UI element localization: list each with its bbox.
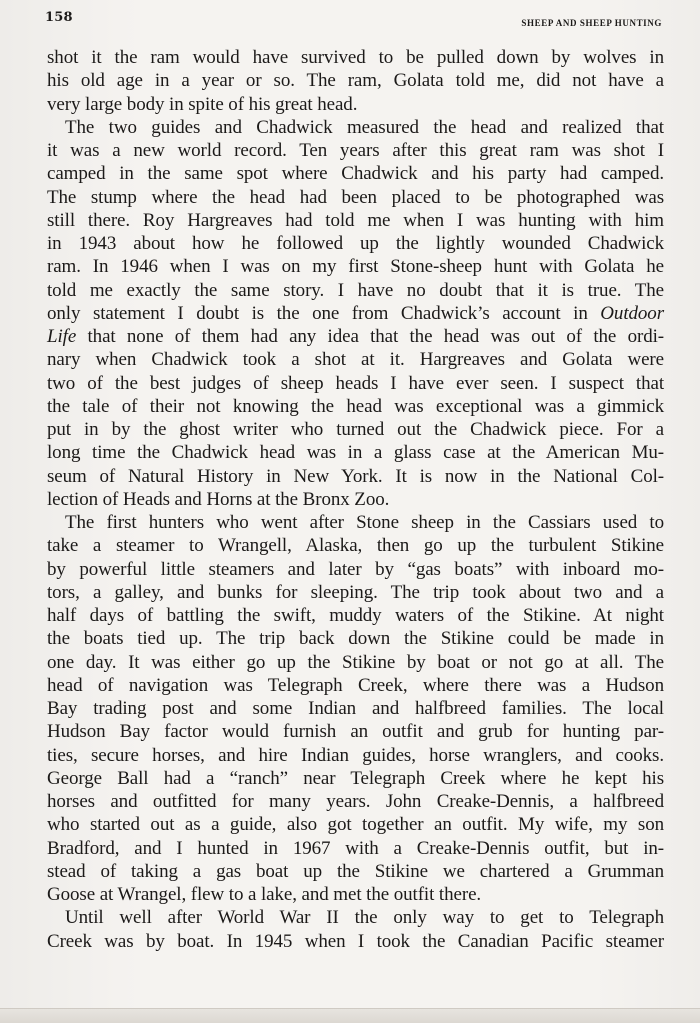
text-line: two of the best judges of sheep heads I have ever seen. I suspect that: [47, 372, 664, 394]
text-line: [47, 325, 664, 348]
text-segment: that none of them had any idea that the head was out of the ordi-: [87, 326, 664, 347]
text-line: put in by the ghost writer who turned out the Chadwick piece. For a: [47, 419, 664, 440]
text-line: lection of Heads and Horns at the Bronx Zoo.: [47, 488, 390, 510]
text-line: horses and outfitted for many years. John Creake-Dennis, a halfbreed: [47, 791, 664, 812]
text-line: in 1943 about how he followed up the lightly wounded Chadwick: [47, 233, 664, 254]
text-line: camped in the same spot where Chadwick and his party had camped.: [47, 163, 664, 185]
text-line: Creek was by boat. In 1945 when I took the Canadian Pacific steamer: [47, 930, 664, 952]
running-title: SHEEP AND SHEEP HUNTING: [521, 18, 662, 28]
paragraph-start-line: Until well after World War II the only way to get to Telegraph: [65, 907, 664, 929]
text-line: the tale of their not knowing the head was exceptional was a gimmick: [47, 395, 664, 417]
text-line: one day. It was either go up the Stikine by boat or not go at all. The: [47, 651, 664, 673]
page-number: 158: [45, 10, 73, 25]
text-line: shot it the ram would have survived to be pulled down by wolves in: [47, 47, 664, 68]
body-text: [47, 46, 664, 953]
text-line: it was a new world record. Ten years after this great ram was shot I: [47, 140, 664, 161]
publication-title-italic: Life: [47, 326, 77, 347]
text-line: long time the Chadwick head was in a glass case at the American Mu-: [47, 442, 664, 464]
text-line: seum of Natural History in New York. It is now in the National Col-: [47, 465, 664, 487]
text-line: Bradford, and I hunted in 1967 with a Creake-Dennis outfit, but in-: [47, 837, 664, 859]
text-line: by powerful little steamers and later by “gas boats” with inboard mo-: [47, 558, 664, 580]
paragraph-start-line: The two guides and Chadwick measured the head and realized that: [65, 116, 664, 138]
publication-title-italic: Outdoor: [600, 302, 664, 324]
text-line: head of navigation was Telegraph Creek, where there was a Hudson: [47, 674, 664, 696]
text-line: take a steamer to Wrangell, Alaska, then go up the turbulent Stikine: [47, 535, 664, 557]
page-bottom-edge: [0, 1008, 700, 1023]
text-line: told me exactly the same story. I have no doubt that it is true. The: [47, 279, 664, 301]
text-line: stead of taking a gas boat up the Stikine we chartered a Grumman: [47, 860, 664, 882]
text-line: nary when Chadwick took a shot at it. Hargreaves and Golata were: [47, 349, 664, 371]
running-head: [45, 10, 662, 30]
text-line: Goose at Wrangel, flew to a lake, and met the outfit there.: [47, 884, 482, 905]
text-segment: only statement I doubt is the one from Chadwick’s account in: [47, 302, 588, 324]
text-line: Bay trading post and some Indian and halfbreed families. The local: [47, 698, 664, 719]
text-line: the boats tied up. The trip back down the Stikine could be made in: [47, 628, 664, 650]
text-line: Hudson Bay factor would furnish an outfit and grub for hunting par-: [47, 721, 664, 743]
text-line: half days of battling the swift, muddy waters of the Stikine. At night: [47, 605, 664, 626]
text-line: ram. In 1946 when I was on my first Stone-sheep hunt with Golata he: [47, 256, 664, 278]
text-line: George Ball had a “ranch” near Telegraph Creek where he kept his: [47, 767, 664, 789]
text-line: tors, a galley, and bunks for sleeping. The trip took about two and a: [47, 581, 664, 603]
text-line: still there. Roy Hargreaves had told me when I was hunting with him: [47, 209, 664, 231]
text-line: The stump where the head had been placed to be photographed was: [47, 186, 664, 208]
text-line: [47, 302, 664, 325]
text-line: who started out as a guide, also got together an outfit. My wife, my son: [47, 814, 664, 836]
text-line: very large body in spite of his great head.: [47, 93, 358, 115]
paragraph-start-line: The first hunters who went after Stone sheep in the Cassiars used to: [65, 512, 664, 533]
text-line: his old age in a year or so. The ram, Golata told me, did not have a: [47, 70, 664, 92]
text-line: ties, secure horses, and hire Indian guides, horse wranglers, and cooks.: [47, 744, 664, 766]
